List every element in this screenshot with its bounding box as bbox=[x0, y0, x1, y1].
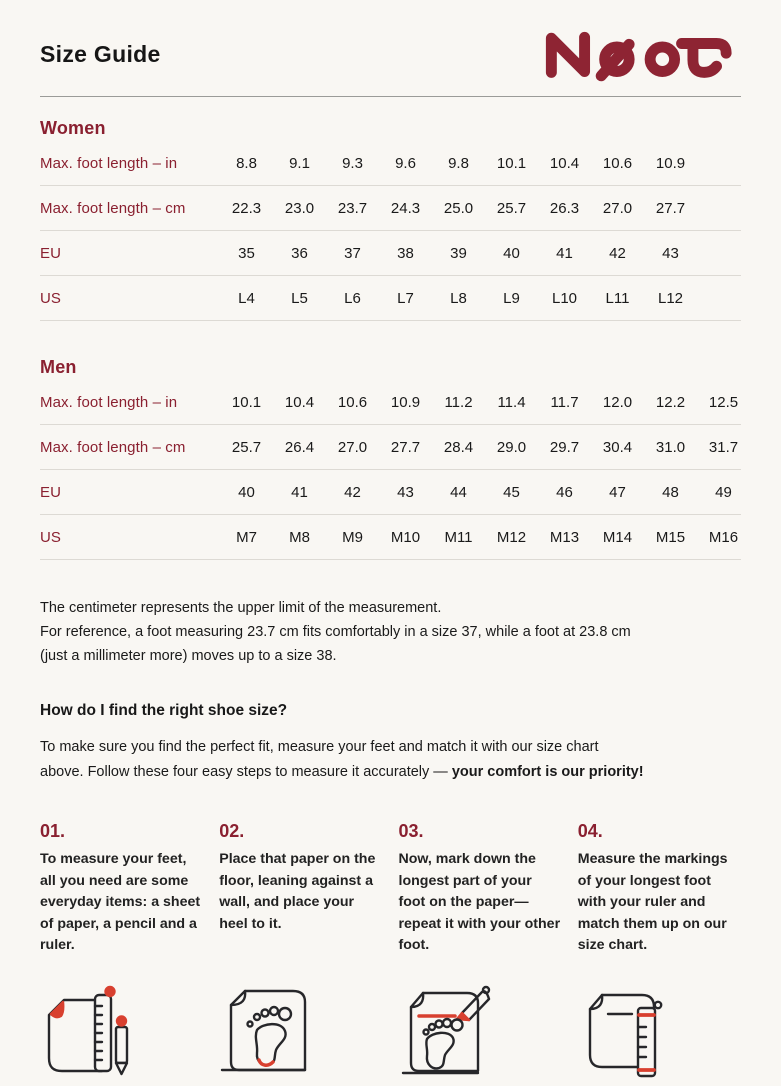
size-cell: 9.1 bbox=[289, 154, 310, 172]
size-cell: 10.9 bbox=[655, 154, 686, 172]
size-cell: 10.4 bbox=[549, 154, 580, 172]
size-table-row bbox=[40, 276, 741, 321]
size-cell: 22.3 bbox=[231, 199, 262, 217]
size-cell: 10.4 bbox=[284, 393, 315, 411]
measurement-notes bbox=[40, 596, 741, 668]
notes-line: The centimeter represents the upper limit of the measurement. bbox=[40, 600, 442, 616]
size-cell: 36 bbox=[291, 244, 308, 262]
howto-intro-line2-bold: your comfort is our priority! bbox=[451, 764, 644, 780]
size-cell: 27.7 bbox=[655, 199, 686, 217]
naot-logo-icon bbox=[540, 26, 741, 82]
step-1-number: 01. bbox=[40, 821, 66, 841]
size-cell: 43 bbox=[662, 244, 679, 262]
size-cell: 10.9 bbox=[390, 393, 421, 411]
size-cell: 30.4 bbox=[602, 438, 633, 456]
howto-heading: How do I find the right shoe size? bbox=[40, 702, 288, 719]
row-label: Max. foot length – cm bbox=[40, 438, 186, 456]
size-cell: 39 bbox=[450, 244, 467, 262]
size-cell: M13 bbox=[549, 528, 580, 546]
howto-intro-line1: To make sure you find the perfect fit, measure your feet and match it with our size chart bbox=[40, 739, 599, 755]
notes-line: For reference, a foot measuring 23.7 cm fits comfortably in a size 37, while a foot at 23.8 cm bbox=[40, 624, 631, 640]
paper-footprint-heel-icon bbox=[219, 983, 382, 1083]
row-values bbox=[220, 439, 750, 456]
men-size-table bbox=[40, 380, 741, 560]
row-values bbox=[220, 484, 750, 501]
men-heading: Men bbox=[40, 357, 77, 377]
size-cell: 35 bbox=[238, 244, 255, 262]
size-cell: 29.7 bbox=[549, 438, 580, 456]
row-label: Max. foot length – in bbox=[40, 393, 178, 411]
row-label: EU bbox=[40, 244, 62, 262]
size-cell: 10.6 bbox=[337, 393, 368, 411]
size-cell: L12 bbox=[657, 289, 684, 307]
paper-footprint-pencil-mark-icon bbox=[399, 983, 562, 1083]
size-cell: 9.6 bbox=[395, 154, 416, 172]
size-cell: M10 bbox=[390, 528, 421, 546]
size-cell: 27.0 bbox=[337, 438, 368, 456]
size-cell: M14 bbox=[602, 528, 633, 546]
size-cell: 40 bbox=[503, 244, 520, 262]
size-cell: M16 bbox=[708, 528, 739, 546]
row-label: Max. foot length – in bbox=[40, 154, 178, 172]
step-1-text: To measure your feet, all you need are some everyday items: a sheet of paper, a pencil and a ruler. bbox=[40, 851, 201, 953]
paper-ruler-pencil-icon bbox=[40, 983, 203, 1083]
size-cell: 42 bbox=[344, 483, 361, 501]
size-cell: 12.2 bbox=[655, 393, 686, 411]
size-cell: 44 bbox=[450, 483, 467, 501]
size-cell: 27.7 bbox=[390, 438, 421, 456]
step-4-number: 04. bbox=[577, 821, 603, 841]
measuring-steps bbox=[40, 821, 741, 1083]
size-table-row bbox=[40, 425, 741, 470]
size-cell: 26.4 bbox=[284, 438, 315, 456]
size-cell: L8 bbox=[450, 289, 467, 307]
size-cell: 26.3 bbox=[549, 199, 580, 217]
size-cell: L10 bbox=[551, 289, 578, 307]
size-cell: 11.7 bbox=[550, 393, 579, 411]
size-cell: 9.3 bbox=[342, 154, 363, 172]
size-cell: L9 bbox=[503, 289, 520, 307]
size-cell: 10.1 bbox=[231, 393, 262, 411]
step-2-text: Place that paper on the floor, leaning against a wall, and place your heel to it. bbox=[219, 851, 376, 932]
size-cell: 42 bbox=[609, 244, 626, 262]
size-cell: 31.7 bbox=[708, 438, 739, 456]
size-cell: M9 bbox=[342, 528, 363, 546]
size-cell: 12.5 bbox=[708, 393, 739, 411]
size-cell: L4 bbox=[238, 289, 255, 307]
row-label: US bbox=[40, 528, 62, 546]
size-cell: L6 bbox=[344, 289, 361, 307]
row-values bbox=[220, 529, 750, 546]
size-table-row bbox=[40, 186, 741, 231]
size-cell: 25.0 bbox=[443, 199, 474, 217]
size-cell: 23.0 bbox=[284, 199, 315, 217]
step-1 bbox=[40, 821, 203, 957]
howto-intro-line2 bbox=[40, 760, 741, 785]
step-4 bbox=[578, 821, 741, 957]
size-cell: 28.4 bbox=[443, 438, 474, 456]
size-table-row bbox=[40, 380, 741, 425]
row-values bbox=[220, 394, 750, 411]
size-cell: 40 bbox=[238, 483, 255, 501]
row-values bbox=[220, 200, 697, 217]
size-cell: 45 bbox=[503, 483, 520, 501]
row-label: US bbox=[40, 289, 62, 307]
size-cell: L5 bbox=[291, 289, 308, 307]
notes-line: (just a millimeter more) moves up to a size 38. bbox=[40, 648, 337, 664]
size-cell: 11.2 bbox=[444, 393, 473, 411]
size-cell: 46 bbox=[556, 483, 573, 501]
page-title: Size Guide bbox=[40, 40, 161, 67]
step-2-number: 02. bbox=[219, 821, 245, 841]
howto-intro-line2-regular: above. Follow these four easy steps to measure it accurately — bbox=[40, 764, 452, 780]
size-table-row bbox=[40, 515, 741, 560]
size-cell: 24.3 bbox=[390, 199, 421, 217]
row-values bbox=[220, 290, 697, 307]
header bbox=[40, 0, 741, 97]
size-cell: 31.0 bbox=[655, 438, 686, 456]
size-table-row bbox=[40, 231, 741, 276]
step-2 bbox=[219, 821, 382, 957]
size-table-row bbox=[40, 141, 741, 186]
size-cell: 48 bbox=[662, 483, 679, 501]
size-cell: 29.0 bbox=[496, 438, 527, 456]
size-cell: M7 bbox=[236, 528, 257, 546]
step-3-text: Now, mark down the longest part of your foot on the paper—repeat it with your other foot. bbox=[398, 851, 561, 953]
size-cell: 49 bbox=[715, 483, 732, 501]
step-3 bbox=[399, 821, 562, 957]
size-cell: 47 bbox=[609, 483, 626, 501]
howto-intro bbox=[40, 735, 741, 785]
size-cell: 9.8 bbox=[448, 154, 469, 172]
size-cell: M8 bbox=[289, 528, 310, 546]
women-size-table bbox=[40, 141, 741, 321]
size-cell: 27.0 bbox=[602, 199, 633, 217]
size-cell: 10.1 bbox=[496, 154, 527, 172]
size-cell: 41 bbox=[291, 483, 308, 501]
size-cell: M15 bbox=[655, 528, 686, 546]
size-cell: 23.7 bbox=[337, 199, 368, 217]
size-cell: 41 bbox=[556, 244, 573, 262]
size-cell: L11 bbox=[605, 289, 630, 307]
size-cell: 43 bbox=[397, 483, 414, 501]
size-cell: 12.0 bbox=[602, 393, 633, 411]
row-label: Max. foot length – cm bbox=[40, 199, 186, 217]
size-cell: 8.8 bbox=[236, 154, 257, 172]
size-cell: M11 bbox=[444, 528, 473, 546]
step-3-number: 03. bbox=[398, 821, 424, 841]
size-cell: 37 bbox=[344, 244, 361, 262]
size-cell: 25.7 bbox=[496, 199, 527, 217]
size-cell: 10.6 bbox=[602, 154, 633, 172]
step-4-text: Measure the markings of your longest foot with your ruler and match them up on our size chart. bbox=[577, 851, 728, 953]
size-cell: 25.7 bbox=[231, 438, 262, 456]
row-values bbox=[220, 245, 697, 262]
size-cell: 11.4 bbox=[497, 393, 526, 411]
paper-ruler-measure-icon bbox=[578, 983, 741, 1083]
size-cell: M12 bbox=[496, 528, 527, 546]
size-cell: 38 bbox=[397, 244, 414, 262]
size-cell: L7 bbox=[397, 289, 414, 307]
women-heading: Women bbox=[40, 118, 106, 138]
row-label: EU bbox=[40, 483, 62, 501]
row-values bbox=[220, 155, 697, 172]
size-table-row bbox=[40, 470, 741, 515]
